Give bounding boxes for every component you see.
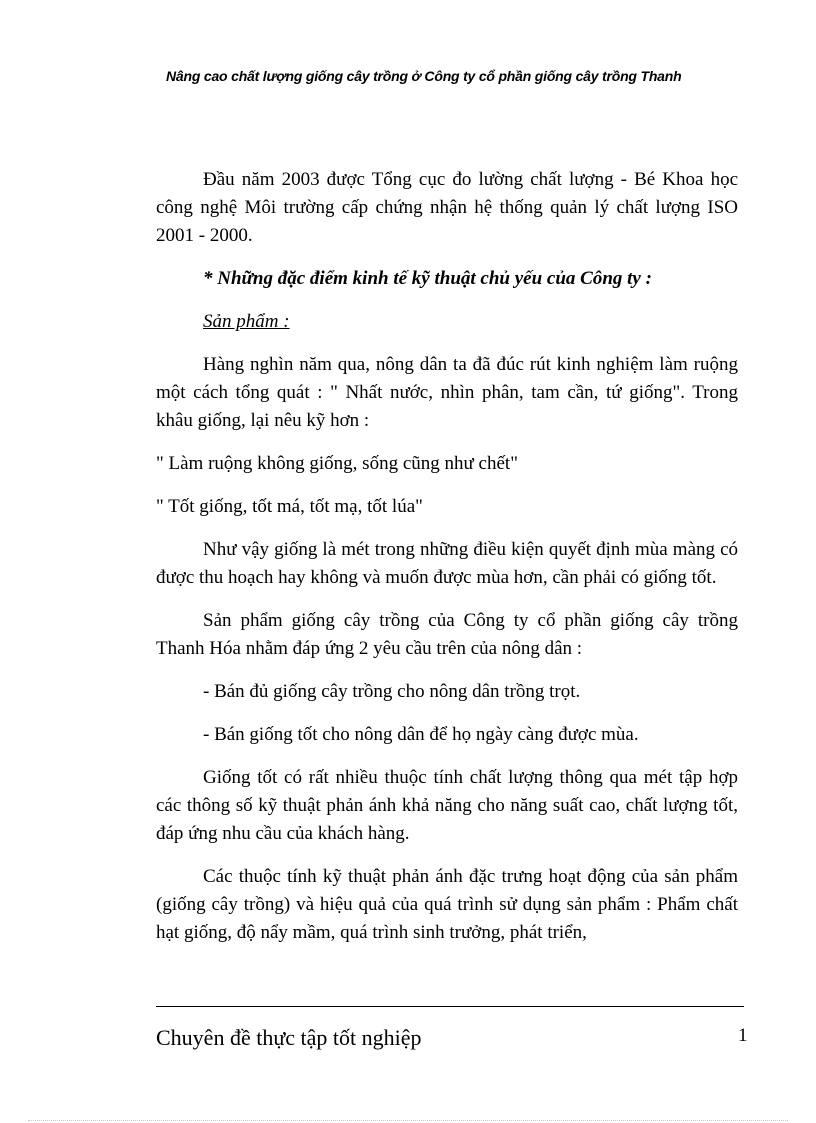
- footer-title: Chuyên đề thực tập tốt nghiệp: [156, 1025, 422, 1050]
- quote-line-1: " Làm ruộng không giống, sống cũng như chết": [156, 453, 518, 474]
- paragraph-technical-attributes: Các thuộc tính kỹ thuật phản ánh đặc trưng hoạt động của sản phẩm (giống cây trồng) và hiệu quả của quá trình sử dụng sản phẩm : Phẩm chất hạt giống, độ nẩy mầm, quá trình sinh trưởng, phát triển,: [156, 866, 738, 943]
- document-body: [156, 166, 738, 947]
- subheading-products: [156, 308, 738, 336]
- page-bottom-edge: [28, 1120, 788, 1121]
- quote-line-2: " Tốt giống, tốt má, tốt mạ, tốt lúa": [156, 496, 423, 517]
- paragraph-farmer-experience: Hàng nghìn năm qua, nông dân ta đã đúc rút kinh nghiệm làm ruộng một cách tổng quát : " Nhất nước, nhìn phân, tam cần, tứ giống". Trong khâu giống, lại nêu kỹ hơn :: [156, 354, 738, 431]
- footer-divider: [156, 1006, 744, 1007]
- paragraph-iso-certification: Đầu năm 2003 được Tổng cục đo lường chất lượng - Bé Khoa học công nghệ Môi trường cấp chứng nhận hệ thống quản lý chất lượng ISO 2001 - 2000.: [156, 169, 738, 246]
- paragraph-company-products: Sản phẩm giống cây trồng của Công ty cổ phần giống cây trồng Thanh Hóa nhằm đáp ứng 2 yêu cầu trên của nông dân :: [156, 610, 738, 659]
- bullet-item-1: - Bán đủ giống cây trồng cho nông dân trồng trọt.: [203, 681, 581, 702]
- bullet-item-2: - Bán giống tốt cho nông dân để họ ngày càng được mùa.: [203, 724, 639, 745]
- paragraph-good-seed: Như vậy giống là mét trong những điều kiện quyết định mùa màng có được thu hoạch hay không và muốn được mùa hơn, cần phải có giống tốt.: [156, 539, 738, 588]
- paragraph-quality-attributes: Giống tốt có rất nhiều thuộc tính chất lượng thông qua mét tập hợp các thông số kỹ thuật phản ánh khả năng cho năng suất cao, chất lượng tốt, đáp ứng nhu cầu của khách hàng.: [156, 767, 738, 844]
- subheading-text: Sản phẩm :: [203, 311, 290, 332]
- page-number: 1: [738, 1025, 748, 1046]
- section-heading: * Những đặc điểm kinh tế kỹ thuật chủ yếu của Công ty :: [203, 268, 652, 289]
- running-header: Nâng cao chất lượng giống cây trồng ở Công ty cổ phần giống cây trồng Thanh: [166, 68, 682, 84]
